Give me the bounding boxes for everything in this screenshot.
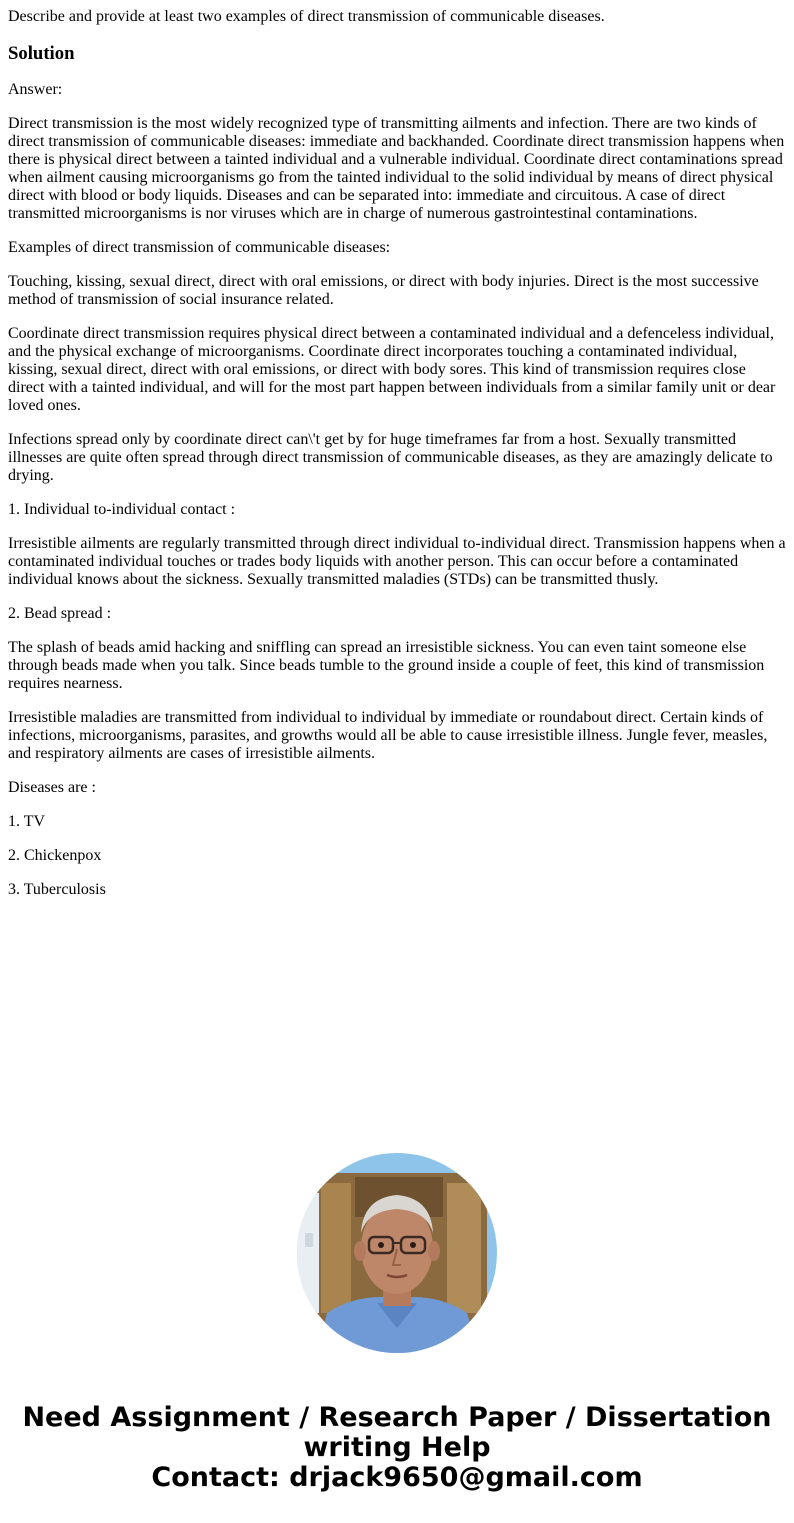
paragraph: Irresistible maladies are transmitted from individual to individual by immediate or roundabout direct. Certain kinds of infections, microorganisms, parasites, and growths would all be able to cause irresistible illness. Jungle fever, measles, and respiratory ailments are cases of irresistible ailments. (8, 709, 768, 762)
list-item: 3. Tuberculosis (8, 881, 106, 898)
paragraph: Coordinate direct transmission requires physical direct between a contaminated individual and a defenceless individual, and the physical exchange of microorganisms. Coordinate direct incorporates touching a contaminated individual, kissing, sexual direct, direct with oral emissions, or direct with body sores. This kind of transmission requires close direct with a tainted individual, and will for the most part happen between individuals from a similar family unit or dear loved ones. (8, 325, 776, 414)
answer-label: Answer: (8, 81, 63, 98)
promo-line: writing Help (303, 1432, 491, 1463)
paragraph: Diseases are : (8, 779, 96, 796)
contact-email: Contact: drjack9650@gmail.com (151, 1462, 643, 1493)
paragraph: The splash of beads amid hacking and sniffling can spread an irresistible sickness. You can even taint someone else through beads made when you talk. Since beads tumble to the ground inside a couple of feet, this kind of transmission requires nearness. (8, 639, 765, 692)
paragraph: Irresistible ailments are regularly transmitted through direct individual to-individual direct. Transmission happens when a contaminated individual touches or trades body liquids with another person. This can occur before a contaminated individual knows about the sickness. Sexually transmitted maladies (STDs) can be transmitted thusly. (8, 535, 786, 588)
list-item: 1. TV (8, 813, 46, 830)
avatar-photo (297, 1153, 497, 1353)
paragraph: Infections spread only by coordinate direct can\'t get by for huge timeframes far from a host. Sexually transmitted illnesses are quite often spread through direct transmission of communicable diseases, as they are amazingly delicate to drying. (8, 431, 773, 484)
promo-line: Need Assignment / Research Paper / Dissertation (22, 1402, 772, 1433)
list-item: 2. Chickenpox (8, 847, 102, 864)
question-text: Describe and provide at least two examples of direct transmission of communicable diseases. (8, 8, 605, 25)
subheading: 2. Bead spread : (8, 605, 112, 622)
paragraph: Direct transmission is the most widely recognized type of transmitting ailments and infection. There are two kinds of direct transmission of communicable diseases: immediate and backhanded. Coordinate direct transmission happens when there is physical direct between a tainted individual and a vulnerable individual. Coordinate direct contaminations spread when ailment causing microorganisms go from the tainted individual to the solid individual by means of direct physical direct with blood or body liquids. Diseases and can be separated into: immediate and circuitous. A case of direct transmitted microorganisms is nor viruses which are in charge of numerous gastrointestinal contaminations. (8, 115, 785, 222)
subheading: 1. Individual to-individual contact : (8, 501, 236, 518)
solution-heading: Solution (8, 43, 75, 64)
paragraph: Touching, kissing, sexual direct, direct with oral emissions, or direct with body injuries. Direct is the most successive method of transmission of social insurance related. (8, 273, 759, 308)
person-photo-icon (297, 1153, 497, 1353)
promo-banner (0, 1403, 794, 1493)
document-content (8, 8, 786, 899)
paragraph: Examples of direct transmission of communicable diseases: (8, 239, 391, 256)
